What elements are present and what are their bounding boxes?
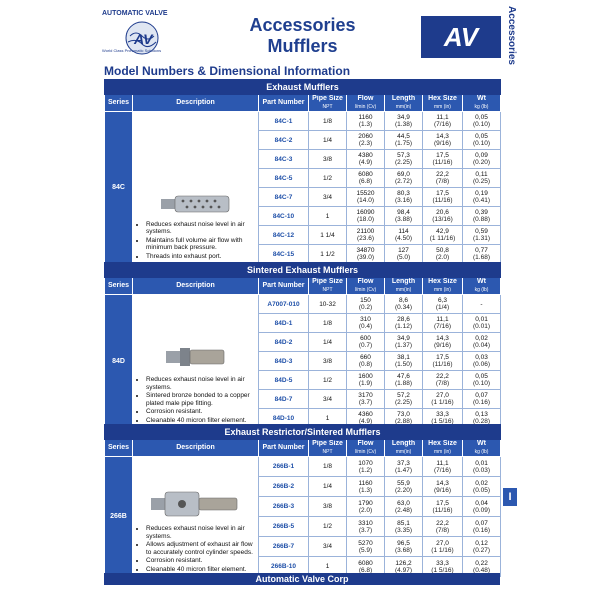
part-number[interactable]: 266B-2: [259, 477, 309, 497]
part-number[interactable]: 84C-2: [259, 131, 309, 150]
length-value: 85,1 (3.35): [385, 517, 423, 537]
hex-size-value: 33,3 (1 5/16): [423, 409, 463, 428]
part-number[interactable]: 84C-5: [259, 169, 309, 188]
flow-value: 16090 (18.0): [347, 207, 385, 226]
hex-size-value: 17,5 (11/16): [423, 497, 463, 517]
pipe-size: 1/2: [309, 169, 347, 188]
flow-value: 1160 (1.3): [347, 477, 385, 497]
part-number[interactable]: 266B-7: [259, 537, 309, 557]
description-cell: [133, 457, 259, 577]
description-cell: [133, 112, 259, 264]
flow-value: 3310 (3.7): [347, 517, 385, 537]
table-row: [105, 112, 501, 131]
page-number: I5: [482, 573, 490, 583]
pipe-size: 1/8: [309, 314, 347, 333]
weight-value: 0,02 (0.05): [463, 477, 501, 497]
part-number[interactable]: 84C-7: [259, 188, 309, 207]
hex-size-value: 22,2 (7/8): [423, 517, 463, 537]
header-pipe-size: Pipe Size NPT: [309, 95, 347, 112]
pipe-size: 1/4: [309, 131, 347, 150]
length-value: 34,9 (1.37): [385, 333, 423, 352]
hex-size-value: 33,3 (1 5/16): [423, 557, 463, 577]
hex-size-value: 11,1 (7/16): [423, 314, 463, 333]
description-cell: [133, 295, 259, 428]
hex-size-value: 17,5 (11/16): [423, 150, 463, 169]
pipe-size: 1: [309, 409, 347, 428]
flow-value: 1600 (1.9): [347, 371, 385, 390]
weight-value: 0,22 (0.48): [463, 557, 501, 577]
brand-box: AV: [421, 16, 501, 58]
weight-value: -: [463, 295, 501, 314]
header-description: Description: [133, 95, 259, 112]
part-number[interactable]: 84C-15: [259, 245, 309, 264]
header-weight: Wt kg (lb): [463, 278, 501, 295]
length-value: 98,4 (3.88): [385, 207, 423, 226]
weight-value: 0,01 (0.03): [463, 457, 501, 477]
pipe-size: 1/4: [309, 333, 347, 352]
length-value: 34,9 (1.38): [385, 112, 423, 131]
hex-size-value: 14,3 (9/16): [423, 333, 463, 352]
length-value: 126,2 (4.97): [385, 557, 423, 577]
header-part-number: Part Number: [259, 95, 309, 112]
logo-tagline: World Class Pneumatic Solutions: [102, 48, 162, 53]
hex-size-value: 22,2 (7/8): [423, 371, 463, 390]
flow-value: 21100 (23.6): [347, 226, 385, 245]
header-series: Series: [105, 440, 133, 457]
part-number[interactable]: 84D-10: [259, 409, 309, 428]
header-series: Series: [105, 278, 133, 295]
pipe-size: 1/2: [309, 517, 347, 537]
weight-value: 0,02 (0.04): [463, 333, 501, 352]
weight-value: 0,05 (0.10): [463, 112, 501, 131]
length-value: 69,0 (2.72): [385, 169, 423, 188]
weight-value: 0,11 (0.25): [463, 169, 501, 188]
muffler-84c-image: [161, 193, 231, 215]
section-title: Model Numbers & Dimensional Information: [104, 64, 351, 78]
feature-list: [136, 376, 255, 424]
weight-value: 0,01 (0.01): [463, 314, 501, 333]
pipe-size: 1/2: [309, 371, 347, 390]
index-tab: I: [503, 488, 517, 506]
part-number[interactable]: 266B-5: [259, 517, 309, 537]
length-value: 127 (5.0): [385, 245, 423, 264]
flow-value: 3170 (3.7): [347, 390, 385, 409]
table-caption: Sintered Exhaust Mufflers: [105, 263, 501, 278]
flow-value: 1070 (1.2): [347, 457, 385, 477]
part-number[interactable]: 84C-1: [259, 112, 309, 131]
header-weight: Wt kg (lb): [463, 95, 501, 112]
length-value: 114 (4.50): [385, 226, 423, 245]
weight-value: 0,05 (0.10): [463, 371, 501, 390]
length-value: 38,1 (1.50): [385, 352, 423, 371]
table-row: [105, 295, 501, 314]
pipe-size: 3/4: [309, 390, 347, 409]
company-logo: [100, 8, 200, 58]
series-cell: 84C: [105, 112, 133, 264]
length-value: 37,3 (1.47): [385, 457, 423, 477]
header-hex-size: Hex Size mm (in): [423, 440, 463, 457]
pipe-size: 1/8: [309, 112, 347, 131]
header-part-number: Part Number: [259, 278, 309, 295]
part-number[interactable]: 266B-10: [259, 557, 309, 577]
part-number[interactable]: 84C-3: [259, 150, 309, 169]
pipe-size: 10-32: [309, 295, 347, 314]
length-value: 28,6 (1.12): [385, 314, 423, 333]
weight-value: 0,19 (0.41): [463, 188, 501, 207]
table-exhaust-mufflers: [104, 79, 501, 264]
hex-size-value: 14,3 (9/16): [423, 131, 463, 150]
part-number[interactable]: 84D-1: [259, 314, 309, 333]
side-tab: [500, 6, 517, 70]
feature-item: • Corrosion resistant.: [146, 408, 255, 416]
flow-value: 6080 (6.8): [347, 557, 385, 577]
part-number[interactable]: 84C-12: [259, 226, 309, 245]
hex-size-value: 20,6 (13/16): [423, 207, 463, 226]
feature-item: • Sintered bronze bonded to a copper plated male pipe fitting.: [146, 392, 255, 407]
logo-text: AUTOMATIC VALVE: [102, 10, 168, 17]
feature-item: • Maintains full volume air flow with minimum back pressure.: [146, 237, 255, 252]
feature-item: • Cleanable 40 micron filter element.: [146, 566, 255, 574]
length-value: 8,6 (0.34): [385, 295, 423, 314]
part-number[interactable]: 84C-10: [259, 207, 309, 226]
length-value: 73,0 (2.88): [385, 409, 423, 428]
header-length: Length mm(in): [385, 440, 423, 457]
part-number[interactable]: 266B-1: [259, 457, 309, 477]
muffler-84d-image: [166, 344, 226, 370]
header-flow: Flow l/min (Cv): [347, 278, 385, 295]
hex-size-value: 27,0 (1 1/16): [423, 537, 463, 557]
feature-item: • Cleanable 40 micron filter element.: [146, 417, 255, 425]
weight-value: 0,07 (0.16): [463, 517, 501, 537]
header-description: Description: [133, 278, 259, 295]
feature-item: • Corrosion resistant.: [146, 557, 255, 565]
title-line2: Mufflers: [267, 36, 338, 56]
pipe-size: 3/8: [309, 497, 347, 517]
header-description: Description: [133, 440, 259, 457]
hex-size-value: 17,5 (11/16): [423, 188, 463, 207]
header-hex-size: Hex Size mm (in): [423, 95, 463, 112]
length-value: 57,3 (2.25): [385, 150, 423, 169]
pipe-size: 1: [309, 207, 347, 226]
weight-value: 0,59 (1.31): [463, 226, 501, 245]
series-cell: 266B: [105, 457, 133, 577]
page-title: [200, 15, 405, 57]
flow-value: 4360 (4.9): [347, 409, 385, 428]
title-line1: Accessories: [249, 15, 356, 35]
header-hex-size: Hex Size mm (in): [423, 278, 463, 295]
hex-size-value: 22,2 (7/8): [423, 169, 463, 188]
hex-size-value: 27,0 (1 1/16): [423, 390, 463, 409]
feature-list: [136, 221, 255, 261]
part-number[interactable]: 84D-7: [259, 390, 309, 409]
flow-value: 34870 (39.0): [347, 245, 385, 264]
header-pipe-size: Pipe Size NPT: [309, 440, 347, 457]
series-cell: 84D: [105, 295, 133, 428]
hex-size-value: 6,3 (1/4): [423, 295, 463, 314]
pipe-size: 3/4: [309, 537, 347, 557]
part-number[interactable]: 266B-3: [259, 497, 309, 517]
pipe-size: 1/8: [309, 457, 347, 477]
pipe-size: 1/4: [309, 477, 347, 497]
flow-value: 1160 (1.3): [347, 112, 385, 131]
flow-value: 660 (0.8): [347, 352, 385, 371]
weight-value: 0,13 (0.28): [463, 409, 501, 428]
weight-value: 0,04 (0.09): [463, 497, 501, 517]
flow-value: 4380 (4.9): [347, 150, 385, 169]
header-length: Length mm(in): [385, 278, 423, 295]
length-value: 47,6 (1.88): [385, 371, 423, 390]
weight-value: 0,09 (0.20): [463, 150, 501, 169]
length-value: 63,0 (2.48): [385, 497, 423, 517]
flow-value: 600 (0.7): [347, 333, 385, 352]
side-tab-label: Accessories: [505, 6, 517, 65]
length-value: 96,5 (3.68): [385, 537, 423, 557]
hex-size-value: 14,3 (9/16): [423, 477, 463, 497]
flow-value: 15520 (14.0): [347, 188, 385, 207]
pipe-size: 1: [309, 557, 347, 577]
pipe-size: 1 1/4: [309, 226, 347, 245]
feature-item: • Threads into exhaust port.: [146, 253, 255, 261]
pipe-size: 3/8: [309, 150, 347, 169]
part-number[interactable]: 84D-3: [259, 352, 309, 371]
part-number[interactable]: 84D-5: [259, 371, 309, 390]
muffler-266b-image: [151, 489, 241, 519]
length-value: 80,3 (3.16): [385, 188, 423, 207]
weight-value: 0,05 (0.10): [463, 131, 501, 150]
part-number[interactable]: 84D-2: [259, 333, 309, 352]
pipe-size: 3/4: [309, 188, 347, 207]
length-value: 55,9 (2.20): [385, 477, 423, 497]
pipe-size: 3/8: [309, 352, 347, 371]
flow-value: 1790 (2.0): [347, 497, 385, 517]
header-series: Series: [105, 95, 133, 112]
feature-item: • Reduces exhaust noise level in air systems.: [146, 221, 255, 236]
weight-value: 0,77 (1.68): [463, 245, 501, 264]
hex-size-value: 11,1 (7/16): [423, 457, 463, 477]
feature-item: • Reduces exhaust noise level in air systems.: [146, 376, 255, 391]
hex-size-value: 11,1 (7/16): [423, 112, 463, 131]
feature-item: • Reduces exhaust noise level in air systems.: [146, 525, 255, 540]
header-part-number: Part Number: [259, 440, 309, 457]
flow-value: 310 (0.4): [347, 314, 385, 333]
table-sintered-exhaust-mufflers: [104, 262, 501, 428]
part-number[interactable]: A7007-010: [259, 295, 309, 314]
weight-value: 0,03 (0.06): [463, 352, 501, 371]
table-exhaust-restrictor-mufflers: [104, 424, 501, 577]
hex-size-value: 42,9 (1 11/16): [423, 226, 463, 245]
table-caption: Exhaust Mufflers: [105, 80, 501, 95]
table-caption: Exhaust Restrictor/Sintered Mufflers: [105, 425, 501, 440]
hex-size-value: 50,8 (2.0): [423, 245, 463, 264]
feature-item: • Allows adjustment of exhaust air flow to accurately control cylinder speeds.: [146, 541, 255, 556]
svg-text:AV: AV: [134, 31, 153, 47]
header-pipe-size: Pipe Size NPT: [309, 278, 347, 295]
header-length: Length mm(in): [385, 95, 423, 112]
flow-value: 6080 (6.8): [347, 169, 385, 188]
flow-value: 150 (0.2): [347, 295, 385, 314]
length-value: 57,2 (2.25): [385, 390, 423, 409]
flow-value: 5270 (5.9): [347, 537, 385, 557]
weight-value: 0,39 (0.88): [463, 207, 501, 226]
weight-value: 0,07 (0.16): [463, 390, 501, 409]
flow-value: 2060 (2.3): [347, 131, 385, 150]
weight-value: 0,12 (0.27): [463, 537, 501, 557]
table-row: [105, 457, 501, 477]
header-weight: Wt kg (lb): [463, 440, 501, 457]
length-value: 44,5 (1.75): [385, 131, 423, 150]
feature-list: [136, 525, 255, 573]
header-flow: Flow l/min (Cv): [347, 95, 385, 112]
pipe-size: 1 1/2: [309, 245, 347, 264]
hex-size-value: 17,5 (11/16): [423, 352, 463, 371]
header-flow: Flow l/min (Cv): [347, 440, 385, 457]
footer-bar: Automatic Valve Corp: [104, 573, 500, 585]
